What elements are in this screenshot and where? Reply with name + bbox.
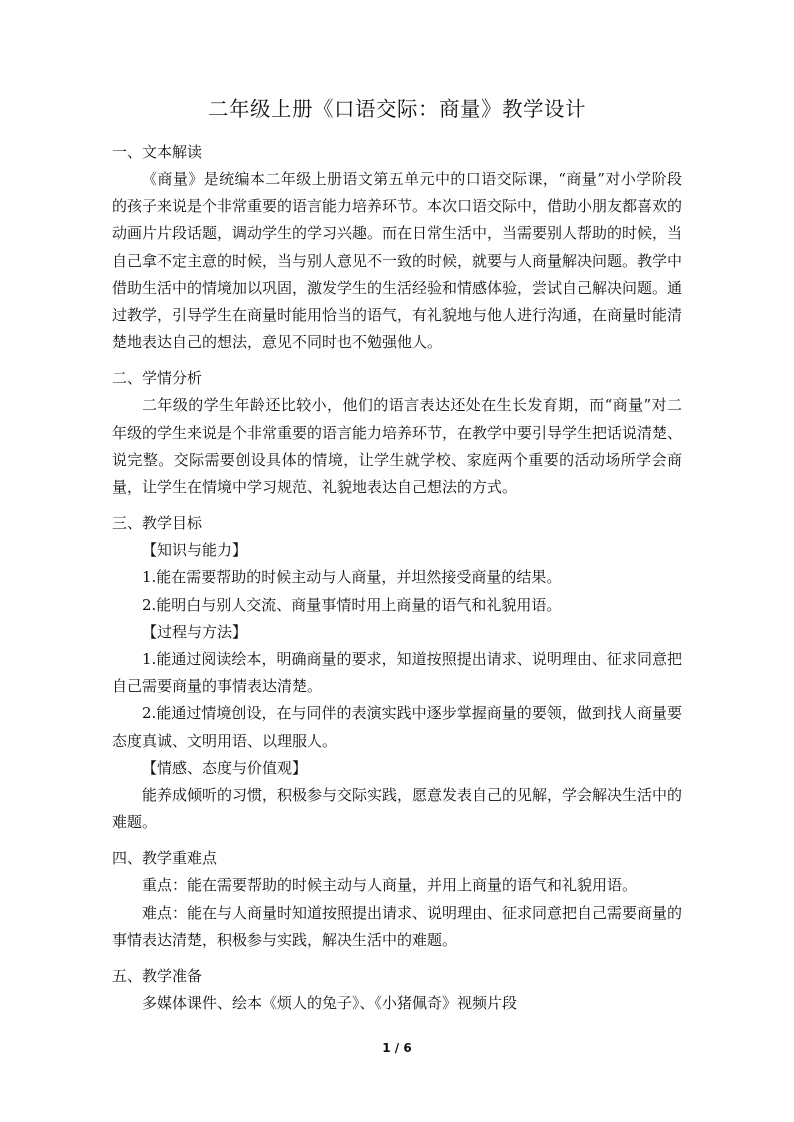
section-text-interpretation xyxy=(112,139,682,356)
subheading-emotion: 【情感、态度与价值观】 xyxy=(142,758,308,777)
paragraph: 二年级的学生年龄还比较小，他们的语言表达还处在生长发育期，而“商量”对二年级的学生来说是个非常重要的语言能力培养环节，在教学中要引导学生把话说清楚、说完整。交际需要创设具体的情境，让学生就学校、家庭两个重要的活动场所学会商量，让学生在情境中学习规范、礼貌地表达自己想法的方式。 xyxy=(112,396,683,497)
difficult-point: 难点：能在与人商量时知道按照提出请求、说明理由、征求同意把自己需要商量的事情表达清楚，积极参与实践，解决生活中的难题。 xyxy=(112,903,683,949)
goal-item: 1.能通过阅读绘本，明确商量的要求，知道按照提出请求、说明理由、征求同意把自己需要商量的事情表达清楚。 xyxy=(112,650,682,696)
section-heading: 四、教学重难点 xyxy=(112,849,218,868)
section-teaching-preparation xyxy=(112,963,682,1017)
subheading-knowledge: 【知识与能力】 xyxy=(142,541,248,560)
goal-item: 2.能通过情境创设，在与同伴的表演实践中逐步掌握商量的要领，做到找人商量要态度真诚、文明用语、以理服人。 xyxy=(112,704,682,750)
section-heading: 五、教学准备 xyxy=(112,967,203,986)
goal-item: 能养成倾听的习惯，积极参与交际实践，愿意发表自己的见解，学会解决生活中的难题。 xyxy=(112,786,683,832)
section-teaching-goals xyxy=(112,510,682,836)
section-heading: 一、文本解读 xyxy=(112,143,203,161)
section-heading: 三、教学目标 xyxy=(112,514,203,533)
paragraph: 多媒体课件、绘本《烦人的兔子》、《小猪佩奇》视频片段 xyxy=(142,994,518,1013)
section-heading: 二、学情分析 xyxy=(112,369,203,388)
section-student-analysis xyxy=(112,365,682,501)
document-title: 二年级上册《口语交际：商量》教学设计 xyxy=(208,97,586,121)
paragraph: 《商量》是统编本二年级上册语文第五单元中的口语交际课，“商量”对小学阶段的孩子来说是个非常重要的语言能力培养环节。本次口语交际中，借助小朋友都喜欢的动画片片段话题，调动学生的学习兴趣。而在日常生活中，当需要别人帮助的时候，当自己拿不定主意的时候，当与别人意见不一致的时候，就要与人商量解决问题。教学中借助生活中的情境加以巩固，激发学生的生活经验和情感体验，尝试自己解决问题。通过教学，引导学生在商量时能用恰当的语气，有礼貌地与他人进行沟通，在商量时能清楚地表达自己的想法，意见不同时也不勉强他人。 xyxy=(112,170,683,352)
page-number: 1 / 6 xyxy=(382,1041,412,1055)
key-point: 重点：能在需要帮助的时候主动与人商量，并用上商量的语气和礼貌用语。 xyxy=(142,876,638,895)
goal-item: 1.能在需要帮助的时候主动与人商量，并坦然接受商量的结果。 xyxy=(142,568,562,587)
section-key-difficult-points xyxy=(112,845,682,954)
goal-item: 2.能明白与别人交流、商量事情时用上商量的语气和礼貌用语。 xyxy=(142,595,562,614)
subheading-process: 【过程与方法】 xyxy=(142,622,248,641)
